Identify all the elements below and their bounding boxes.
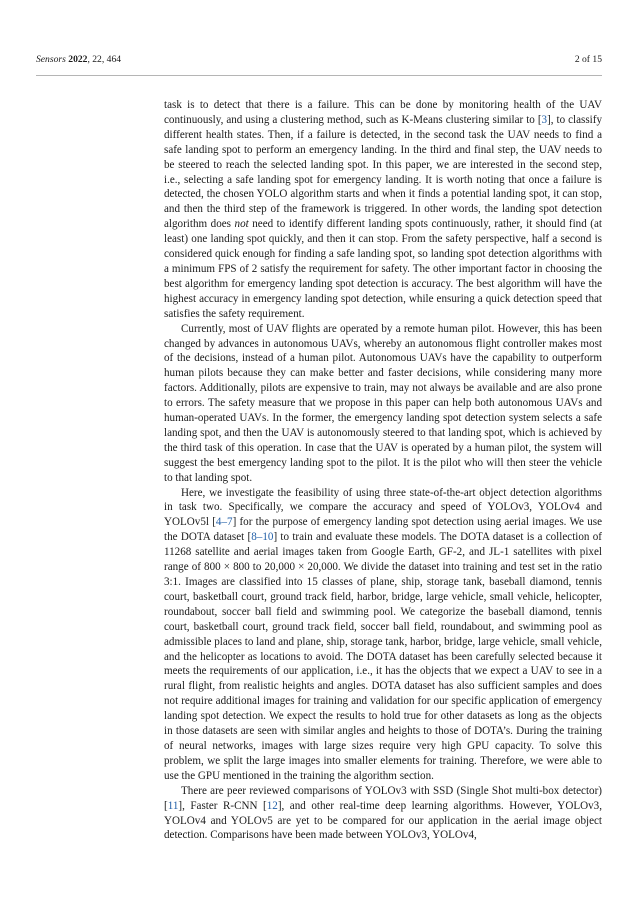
- journal-year: 2022: [68, 54, 88, 65]
- text-run: need to identify different landing spots continuously, rather, it should find (at least) one landing spot quickly, and then it can stop. From the safety perspective, half a second is considered quick enough for finding a safe landing spot, so landing spot detection algorithms with a minimum FPS of 2 satisfy the requirement for safety. The other important factor in choosing the best algorithm for emergency landing spot detection is accuracy. The best algorithm will have the highest accuracy in emergency landing spot detection, while ensuring a quick detection speed that satisfies the safety requirement.: [164, 218, 602, 320]
- text-run: There are peer reviewed comparisons of YOLOv3 with SSD (Single Shot multi-box detector) [: [164, 784, 602, 812]
- running-header: [36, 53, 602, 67]
- page-number: 2 of 15: [574, 54, 602, 65]
- text-run: Here, we investigate the feasibility of using three state-of-the-art object detection algorithms in task two. Specifically, we compare the accuracy and speed of YOLOv3, YOLOv4 and YOLOv5l [: [164, 486, 602, 529]
- text-run: ], Faster R-CNN [: [178, 799, 267, 812]
- citation-link-3[interactable]: 3: [541, 113, 548, 126]
- text-run: ] for the purpose of emergency landing spot detection using aerial images. We use the DOTA dataset [: [164, 516, 602, 544]
- journal-name: Sensors: [36, 54, 66, 65]
- citation-link-12[interactable]: 12: [266, 799, 278, 812]
- paragraph-1: [164, 98, 602, 322]
- journal-volume: , 22, 464: [87, 54, 122, 65]
- citation-link-8-10[interactable]: 8–10: [251, 531, 274, 544]
- text-run: ], to classify different health states. Then, if a failure is detected, in the second task the UAV needs to find a safe landing spot to perform an emergency landing. In the third and final step, the UAV needs to be steered to reach the selected landing spot. In this paper, we are interested in the second step, i.e., selecting a safe landing spot for emergency landing. It is worth noting that once a failure is detected, the chosen YOLO algorithm starts and when it finds a potential landing spot, it can stop, and then the third step of the framework is triggered. In other words, the landing spot detection algorithm does: [164, 113, 602, 231]
- article-body: [164, 98, 602, 843]
- paragraph-2: Currently, most of UAV flights are operated by a remote human pilot. However, this has been changed by advances in autonomous UAVs, whereby an autonomous flight controller makes most of the decisions, instead of a human pilot. Autonomous UAVs have the capability to outperform human pilots because they can make better and faster decisions, while considering many more factors. Additionally, pilots are expensive to train, may not always be available and are also prone to errors. The safety measure that we propose in this paper can help both autonomous UAVs and human-operated UAVs. In the former, the emergency landing spot detection system selects a safe landing spot, and then the UAV is autonomously steered to that landing spot, which is achieved by the third task of this operation. In case that the UAV is operated by a human pilot, the system will suggest the best emergency landing spot to the pilot. It is the pilot who will then steer the vehicle to that landing spot.: [164, 322, 602, 484]
- text-run: ] to train and evaluate these models. The DOTA dataset is a collection of 11268 satellite and aerial images taken from Google Earth, GF-2, and JL-1 satellites with pixel range of 800 × 800 to 20,000 × 20,000. We divide the dataset into training and test set in the ratio 3:1. Images are classified into 15 classes of plane, ship, storage tank, baseball diamond, tennis court, basketball court, ground track field, harbor, bridge, large vehicle, small vehicle, helicopter, roundabout, soccer ball field and swimming pool. We categorize the baseball diamond, tennis court, basketball court, ground track field, soccer ball field, roundabout, and swimming pool as admissible places to land and plane, ship, storage tank, harbor, bridge, large vehicle, small vehicle, and the helicopter as locations to avoid. The DOTA dataset has been carefully selected because it meets the requirements of our application, i.e., it has the objects that we expect a UAV to see in a rural flight, from realistic heights and angles. DOTA dataset has also sufficient samples and does not require additional images for training and validation for our specific application of emergency landing spot detection. We expect the results to hold true for other datasets as long as the objects in those datasets are seen with similar angles and heights to those of DOTA’s. During the training of neural networks, images with large sizes require very high GPU capacity. To solve this problem, we split the large images into smaller elements for training. Therefore, we were able to use the GPU mentioned in the training the algorithm section.: [164, 531, 602, 782]
- paragraph-4: [164, 784, 602, 844]
- citation-link-11[interactable]: 11: [167, 799, 179, 812]
- text-run: ], and other real-time deep learning algorithms. However, YOLOv3, YOLOv4 and YOLOv5 are yet to be compared for our application in the aerial image object detection. Comparisons have been made between YOLOv3, YOLOv4,: [164, 799, 602, 842]
- citation-link-4-7[interactable]: 4–7: [215, 516, 233, 529]
- journal-citation: [36, 53, 121, 67]
- header-divider: [36, 75, 602, 76]
- emphasis-not: not: [234, 218, 249, 231]
- text-run: task is to detect that there is a failure. This can be done by monitoring health of the UAV continuously, and using a clustering method, such as K-Means clustering similar to [: [164, 99, 602, 126]
- paragraph-3: [164, 486, 602, 784]
